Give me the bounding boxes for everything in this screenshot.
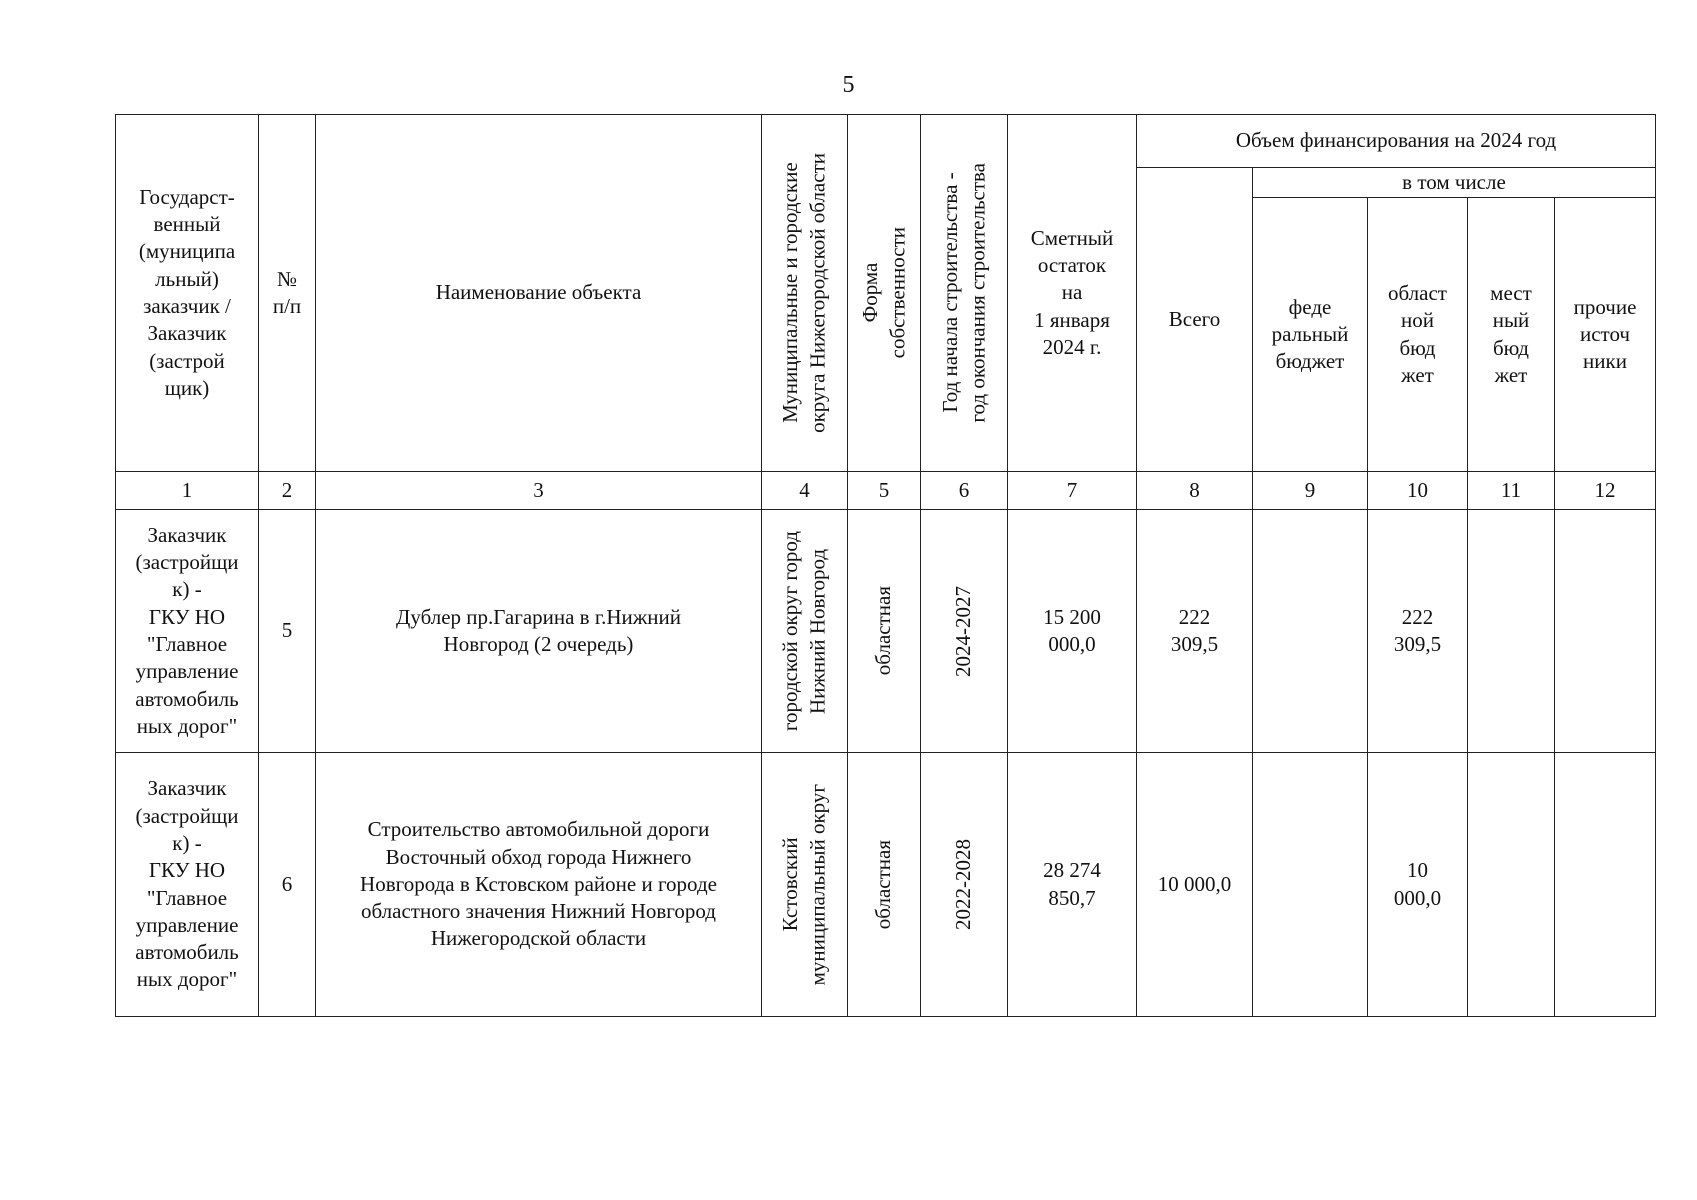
row-regional: 222 309,5 — [1368, 510, 1468, 753]
header-num: № п/п — [259, 115, 316, 472]
row-other — [1555, 753, 1656, 1017]
row-municipality — [762, 510, 848, 753]
row-municipality-text: городской округ город Нижний Новгород — [778, 530, 830, 732]
row-ownership-text: областная — [871, 586, 896, 676]
header-financing-group: Объем финансирования на 2024 год — [1137, 115, 1656, 168]
row-estimate: 15 200 000,0 — [1008, 510, 1137, 753]
column-number: 4 — [762, 472, 848, 510]
header-estimate: Сметный остаток на 1 января 2024 г. — [1008, 115, 1137, 472]
header-total: Всего — [1137, 168, 1253, 472]
row-years — [921, 510, 1008, 753]
column-number: 1 — [116, 472, 259, 510]
row-municipality — [762, 753, 848, 1017]
row-years — [921, 753, 1008, 1017]
row-estimate: 28 274 850,7 — [1008, 753, 1137, 1017]
header-object-name: Наименование объекта — [316, 115, 762, 472]
row-num: 5 — [259, 510, 316, 753]
row-local — [1468, 753, 1555, 1017]
row-object-name: Строительство автомобильной дороги Восточный обход города Нижнего Новгорода в Кстовском районе и городе областного значения Нижний Новгород Нижегородской области — [316, 753, 762, 1017]
column-number: 5 — [848, 472, 921, 510]
row-other — [1555, 510, 1656, 753]
column-number: 11 — [1468, 472, 1555, 510]
column-number: 6 — [921, 472, 1008, 510]
header-including: в том числе — [1253, 168, 1656, 198]
row-federal — [1253, 510, 1368, 753]
header-other: прочие источ ники — [1555, 198, 1656, 472]
row-customer: Заказчик (застройщи к) - ГКУ НО "Главное управление автомобиль ных дорог" — [116, 510, 259, 753]
row-years-text: 2022-2028 — [951, 839, 976, 930]
header-years-text: Год начала строительства - год окончания строительства — [937, 163, 989, 423]
column-number: 3 — [316, 472, 762, 510]
page-number: 5 — [842, 72, 855, 98]
column-number: 7 — [1008, 472, 1137, 510]
header-row — [116, 115, 1656, 168]
row-ownership — [848, 510, 921, 753]
row-object-name: Дублер пр.Гагарина в г.Нижний Новгород (2 очередь) — [316, 510, 762, 753]
row-local — [1468, 510, 1555, 753]
column-number: 8 — [1137, 472, 1253, 510]
header-ownership-text: Форма собственности — [857, 227, 909, 359]
financing-table — [115, 114, 1656, 1017]
column-number: 10 — [1368, 472, 1468, 510]
column-number: 9 — [1253, 472, 1368, 510]
header-years — [921, 115, 1008, 472]
header-federal: феде ральный бюджет — [1253, 198, 1368, 472]
row-total: 10 000,0 — [1137, 753, 1253, 1017]
row-ownership-text: областная — [871, 839, 896, 930]
row-municipality-text: Кстовский муниципальный округ — [778, 783, 830, 986]
header-customer: Государст- венный (муниципа льный) заказчик / Заказчик (застрой щик) — [116, 115, 259, 472]
row-num: 6 — [259, 753, 316, 1017]
header-regional: област ной бюд жет — [1368, 198, 1468, 472]
row-customer: Заказчик (застройщи к) - ГКУ НО "Главное управление автомобиль ных дорог" — [116, 753, 259, 1017]
row-total: 222 309,5 — [1137, 510, 1253, 753]
row-regional: 10 000,0 — [1368, 753, 1468, 1017]
table-row — [116, 510, 1656, 753]
column-number: 12 — [1555, 472, 1656, 510]
row-federal — [1253, 753, 1368, 1017]
header-ownership — [848, 115, 921, 472]
header-municipality — [762, 115, 848, 472]
row-ownership — [848, 753, 921, 1017]
column-number: 2 — [259, 472, 316, 510]
column-number-row — [116, 472, 1656, 510]
header-local: мест ный бюд жет — [1468, 198, 1555, 472]
header-municipality-text: Муниципальные и городские округа Нижегородской области — [778, 153, 830, 433]
row-years-text: 2024-2027 — [951, 585, 976, 677]
table-row — [116, 753, 1656, 1017]
